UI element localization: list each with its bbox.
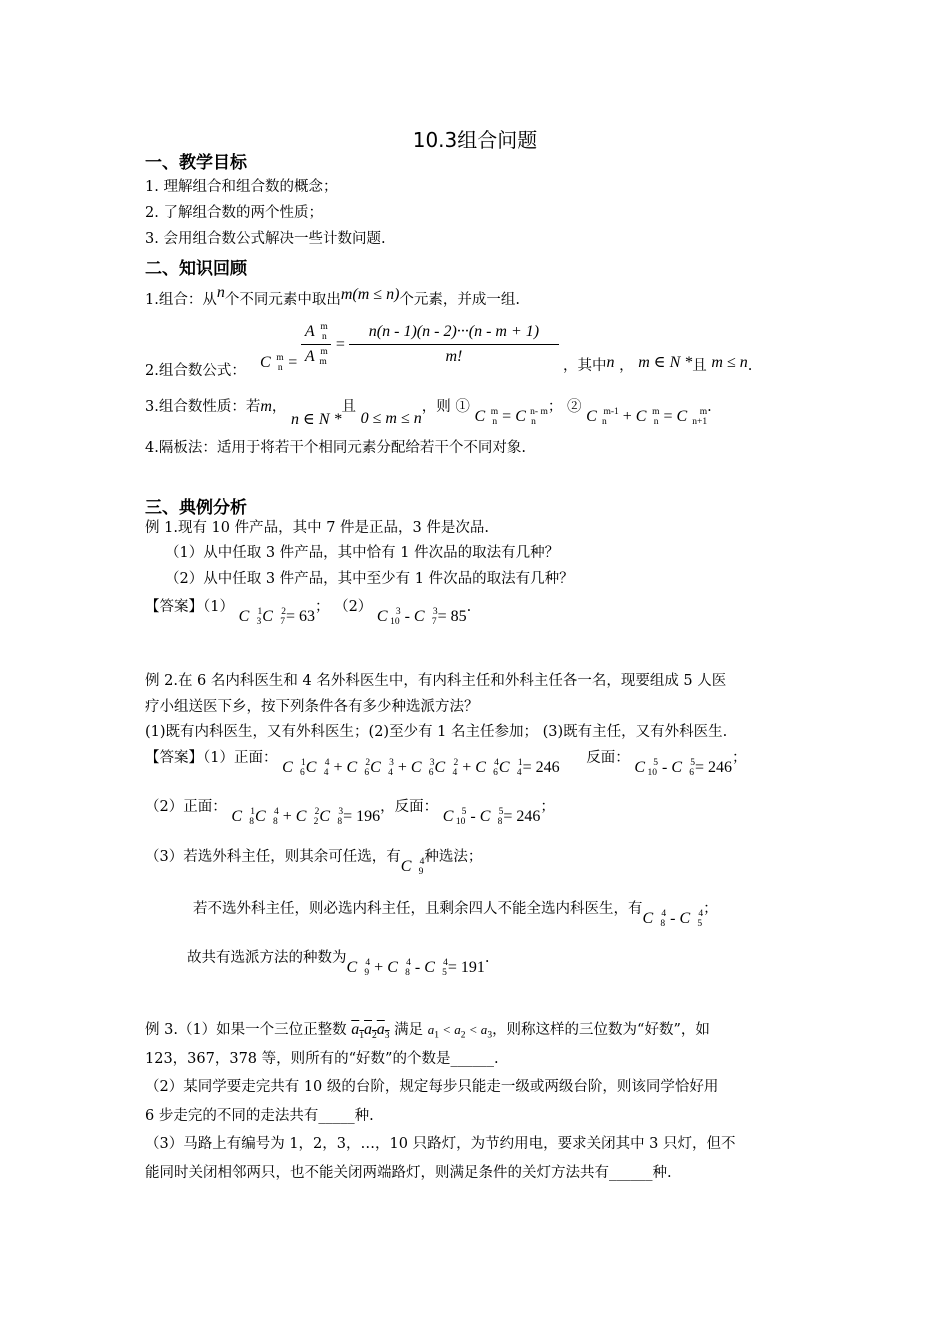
example-2-answer-3-line2: 若不选外科主任，则必选内科主任，且剩余四人不能全选内科医生，有C 4 8 - C 4 5 ； bbox=[193, 901, 718, 929]
formula-condition: ，其中n ， m ∈ N *且 m ≤ n. bbox=[563, 354, 753, 374]
goal-item: 2. 了解组合数的两个性质； bbox=[145, 205, 323, 221]
example-1-question: （1）从中任取 3 件产品，其中恰有 1 件次品的取法有几种？ bbox=[165, 545, 560, 561]
knowledge-item-1: 1.组合：从n个不同元素中取出m(m ≤ n)个元素，并成一组. bbox=[145, 284, 520, 308]
goal-item: 3. 会用组合数公式解决一些计数问题. bbox=[145, 231, 386, 247]
example-1-stem: 例 1.现有 10 件产品，其中 7 件是正品，3 件是次品. bbox=[145, 520, 489, 536]
knowledge-item-3: 3.组合数性质：若m， n ∈ N *且 0 ≤ m ≤ n，则 ① C m n = C n- m n ； ② C m-1 n + C m n = C m n+1 . bbox=[145, 398, 712, 428]
example-2-answer-2: （2）正面： C 1 8 C 4 8 + C 2 2 C 3 8 = 196，反面： C 5 10 - C 5 8 = 246； bbox=[145, 799, 555, 827]
example-3-line: （3）马路上有编号为 1，2，3，…，10 只路灯，为节约用电，要求关闭其中 3 只灯，但不 bbox=[145, 1136, 736, 1152]
example-3-line: 6 步走完的不同的走法共有_____种. bbox=[145, 1108, 374, 1124]
knowledge-item-2: 2.组合数公式： bbox=[145, 363, 246, 379]
example-1-question: （2）从中任取 3 件产品，其中至少有 1 件次品的取法有几种？ bbox=[165, 571, 574, 587]
example-3-line: （2）某同学要走完共有 10 级的台阶，规定每步只能走一级或两级台阶，则该同学恰好用 bbox=[145, 1079, 719, 1095]
example-2-stem: 疗小组送医下乡，按下列条件各有多少种选派方法？ bbox=[145, 699, 479, 715]
knowledge-item-4: 4.隔板法：适用于将若干个相同元素分配给若干个不同对象. bbox=[145, 440, 526, 456]
example-2-answer-3: （3）若选外科主任，则其余可任选，有C 4 9 种选法； bbox=[145, 849, 483, 877]
example-2-stem: 例 2.在 6 名内科医生和 4 名外科医生中，有内科主任和外科主任各一名，现要组成 5 人医 bbox=[145, 673, 727, 689]
goal-item: 1. 理解组合和组合数的概念； bbox=[145, 179, 338, 195]
section-heading-goals: 一、教学目标 bbox=[145, 153, 247, 173]
example-1-answer: 【答案】（1） C 1 3 C 2 7 = 63； （2） C 3 10 - C 3 7 = 85. bbox=[145, 599, 472, 627]
example-2-answer-1: 【答案】（1）正面： C 1 6 C 4 4 + C 2 6 C 3 4 + C 3 6 C 2 4 + C 4 6 C 1 4 = 246 反面： C 5 10 - C 5 6 = 246； bbox=[145, 750, 747, 778]
page-title: 10.3组合问题 bbox=[412, 128, 538, 152]
example-2-stem: (1)既有内科医生，又有外科医生；(2)至少有 1 名主任参加； (3)既有主任，又有外科医生. bbox=[145, 724, 728, 740]
combination-formula: C m n = A m n A m m = $\frac{n(n - 1)(n - 2)\cdot\cdot\cdot(n - m + 1)}{m!}$ bbox=[260, 322, 559, 367]
example-2-answer-3-line3: 故共有选派方法的种数为C 4 9 + C 4 8 - C 4 5 = 191. bbox=[187, 950, 490, 978]
section-heading-examples: 三、典例分析 bbox=[145, 498, 247, 518]
example-3-line: 123，367，378 等，则所有的“好数”的个数是______. bbox=[145, 1051, 499, 1067]
example-3-line: 例 3.（1）如果一个三位正整数 $a_1a_2a_3$ 满足 $a_1 < a_2 < a_3$，则称这样的三位数为“好数”，如 bbox=[145, 1021, 710, 1042]
section-heading-review: 二、知识回顾 bbox=[145, 259, 247, 279]
example-3-line: 能同时关闭相邻两只，也不能关闭两端路灯，则满足条件的关灯方法共有______种. bbox=[145, 1165, 672, 1181]
